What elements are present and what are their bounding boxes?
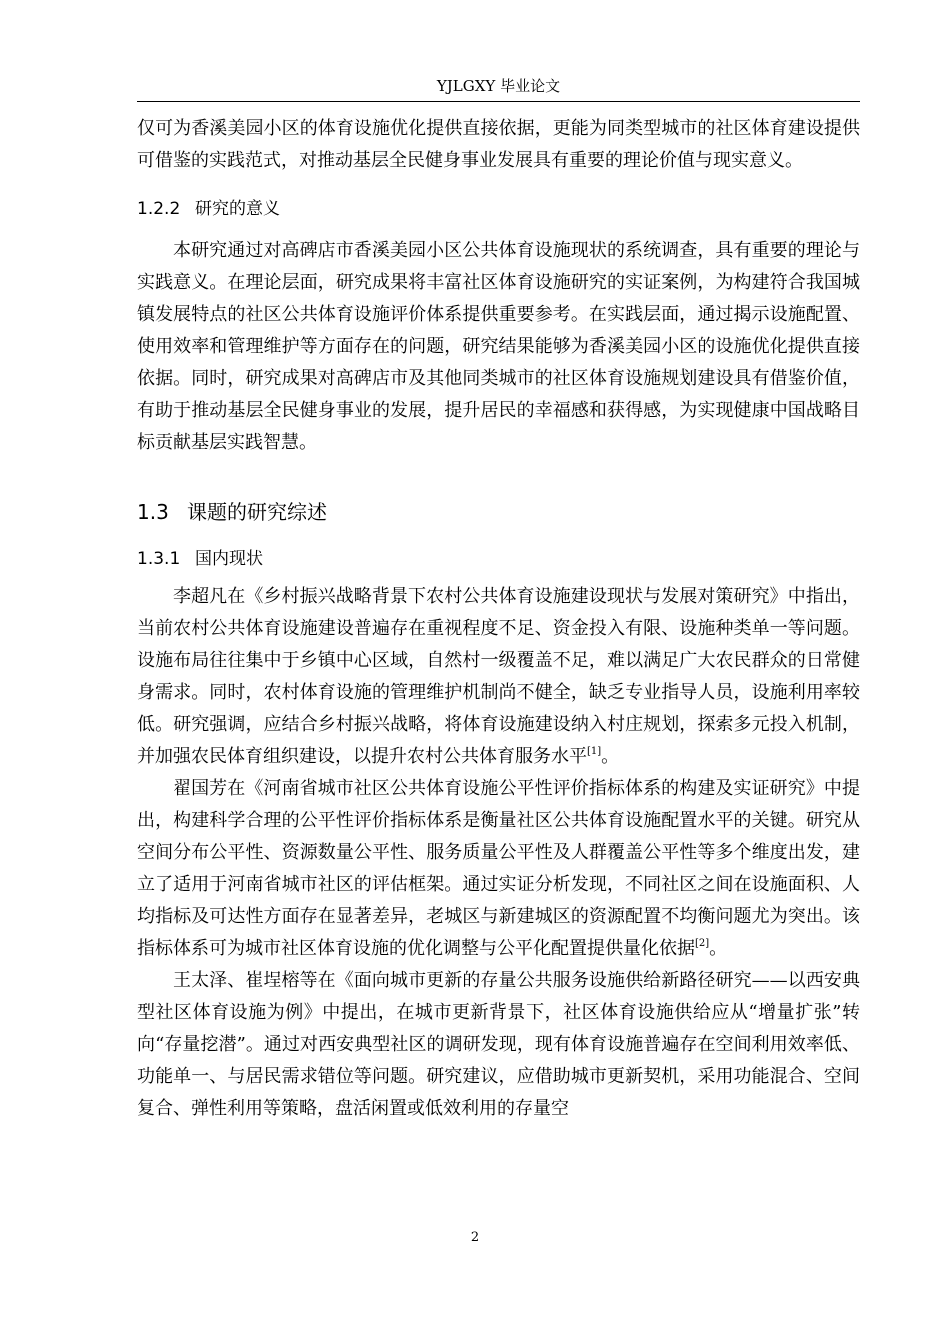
section-heading-1-3 xyxy=(137,497,860,527)
section-title: 课题的研究综述 xyxy=(187,500,327,524)
review-paragraph-3: 王太泽、崔埕榕等在《面向城市更新的存量公共服务设施供给新路径研究——以西安典型社区体育设施为例》中提出，在城市更新背景下，社区体育设施供给应从“增量扩张”转向“存量挖潜”。通过对西安典型社区的调研发现，现有体育设施普遍存在空间利用效率低、功能单一、与居民需求错位等问题。研究建议，应借助城市更新契机，采用功能混合、空间复合、弹性利用等策略，盘活闲置或低效利用的存量空 xyxy=(137,970,860,1119)
sentence-end: 。 xyxy=(709,938,728,959)
section-heading-1-2-2 xyxy=(137,197,860,221)
header-divider xyxy=(137,101,860,102)
citation-ref-2: [2] xyxy=(695,938,710,949)
significance-paragraph: 本研究通过对高碑店市香溪美园小区公共体育设施现状的系统调查，具有重要的理论与实践意义。在理论层面，研究成果将丰富社区体育设施研究的实证案例，为构建符合我国城镇发展特点的社区公共体育设施评价体系提供重要参考。在实践层面，通过揭示设施配置、使用效率和管理维护等方面存在的问题，研究结果能够为香溪美园小区的设施优化提供直接依据。同时，研究成果对高碑店市及其他同类城市的社区体育设施规划建设具有借鉴价值，有助于推动基层全民健身事业的发展，提升居民的幸福感和获得感，为实现健康中国战略目标贡献基层实践智慧。 xyxy=(137,240,860,453)
section-title: 国内现状 xyxy=(195,549,263,569)
intro-paragraph: 仅可为香溪美园小区的体育设施优化提供直接依据，更能为同类型城市的社区体育建设提供可借鉴的实践范式，对推动基层全民健身事业发展具有重要的理论价值与现实意义。 xyxy=(137,118,860,171)
sentence-end: 。 xyxy=(601,746,620,767)
citation-ref-1: [1] xyxy=(587,746,602,757)
review-text: 李超凡在《乡村振兴战略背景下农村公共体育设施建设现状与发展对策研究》中指出，当前农村公共体育设施建设普遍存在重视程度不足、资金投入有限、设施种类单一等问题。设施布局往往集中于乡镇中心区域，自然村一级覆盖不足，难以满足广大农民群众的日常健身需求。同时，农村体育设施的管理维护机制尚不健全，缺乏专业指导人员，设施利用率较低。研究强调，应结合乡村振兴战略，将体育设施建设纳入村庄规划，探索多元投入机制，并加强农民体育组织建设，以提升农村公共体育服务水平 xyxy=(137,586,860,767)
review-text: 翟国芳在《河南省城市社区公共体育设施公平性评价指标体系的构建及实证研究》中提出，构建科学合理的公平性评价指标体系是衡量社区公共体育设施配置水平的关键。研究从空间分布公平性、资源数量公平性、服务质量公平性及人群覆盖公平性等多个维度出发，建立了适用于河南省城市社区的评估框架。通过实证分析发现，不同社区之间在设施面积、人均指标及可达性方面存在显著差异，老城区与新建城区的资源配置不均衡问题尤为突出。该指标体系可为城市社区体育设施的优化调整与公平化配置提供量化依据 xyxy=(137,778,860,959)
section-heading-1-3-1 xyxy=(137,547,860,571)
review-paragraph-2 xyxy=(137,773,860,965)
running-header: YJLGXY 毕业论文 xyxy=(436,77,561,95)
section-title: 研究的意义 xyxy=(195,199,280,219)
section-number: 1.2.2 xyxy=(137,199,181,219)
section-number: 1.3 xyxy=(137,500,169,524)
page-body xyxy=(137,113,860,1125)
review-paragraph-1 xyxy=(137,581,860,773)
section-number: 1.3.1 xyxy=(137,549,181,569)
page-number: 2 xyxy=(470,1230,480,1245)
